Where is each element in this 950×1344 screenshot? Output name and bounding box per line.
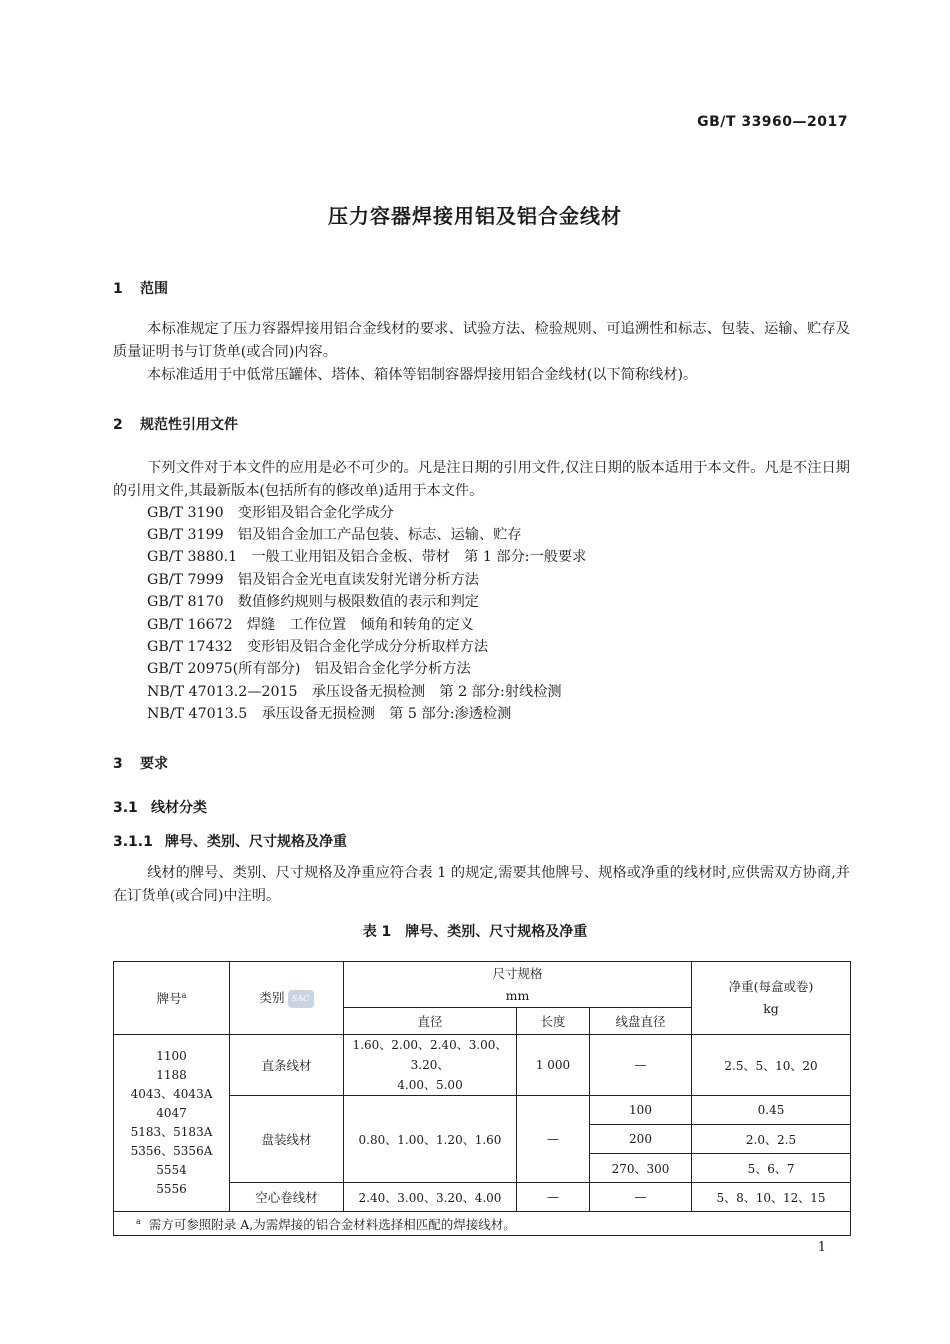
header-size — [344, 962, 692, 1008]
header-length: 长度 — [517, 1008, 590, 1035]
header-category-label: 类别 — [259, 990, 285, 1006]
grade-item: 5356、5356A — [130, 1144, 213, 1158]
diameter-straight — [344, 1035, 517, 1096]
section-1-paragraph-2 — [113, 364, 850, 387]
section-title: 线材分类 — [151, 800, 207, 816]
reference-item: GB/T 17432 变形铝及铝合金化学成分分析取样方法 — [147, 639, 489, 655]
reference-item: GB/T 3190 变形铝及铝合金化学成分 — [147, 505, 394, 521]
footnote-marker: a — [136, 1216, 141, 1226]
paragraph-text: 线材的牌号、类别、尺寸规格及净重应符合表 1 的规定,需要其他牌号、规格或净重的线材时,应供需双方协商,并在订货单(或合同)中注明。 — [113, 865, 850, 904]
section-number: 3 — [113, 756, 123, 772]
reference-item: GB/T 16672 焊缝 工作位置 倾角和转角的定义 — [147, 617, 474, 633]
weight-straight: 2.5、5、10、20 — [692, 1035, 851, 1096]
document-title: 压力容器焊接用铝及铝合金线材 — [328, 204, 622, 228]
header-category — [230, 962, 344, 1035]
paragraph-text: 本标准规定了压力容器焊接用铝合金线材的要求、试验方法、检验规则、可追溯性和标志、包装、运输、贮存及质量证明书与订货单(或合同)内容。 — [113, 321, 850, 360]
grade-item: 1188 — [156, 1068, 187, 1082]
coil-reel: 100 — [590, 1096, 692, 1125]
grade-item: 4047 — [156, 1106, 187, 1120]
table-row — [114, 1035, 851, 1096]
section-2-paragraph-1 — [113, 457, 850, 503]
section-3-heading — [113, 753, 168, 773]
section-title: 要求 — [140, 756, 168, 772]
section-number: 1 — [113, 281, 123, 297]
table-caption: 表 1 牌号、类别、尺寸规格及净重 — [362, 924, 588, 940]
reference-item: GB/T 3880.1 一般工业用铝及铝合金板、带材 第 1 部分:一般要求 — [147, 549, 587, 565]
watermark-stamp: SAC — [288, 990, 314, 1008]
standard-code: GB/T 33960—2017 — [697, 114, 848, 130]
section-number: 2 — [113, 417, 123, 433]
reference-item: NB/T 47013.2—2015 承压设备无损检测 第 2 部分:射线检测 — [147, 684, 562, 700]
weight-reel: 2.0、2.5 — [692, 1125, 851, 1154]
category-hollow: 空心卷线材 — [230, 1183, 344, 1212]
section-title: 牌号、类别、尺寸规格及净重 — [165, 834, 347, 850]
grade-item: 5554 — [156, 1163, 187, 1177]
length-hollow: — — [517, 1183, 590, 1212]
length-straight: 1 000 — [517, 1035, 590, 1096]
header-diameter: 直径 — [344, 1008, 517, 1035]
coil-reel: 200 — [590, 1125, 692, 1154]
grade-item: 5556 — [156, 1182, 187, 1196]
length-reel: — — [517, 1096, 590, 1183]
weight-reel: 0.45 — [692, 1096, 851, 1125]
section-1-paragraph-1 — [113, 318, 850, 364]
category-straight: 直条线材 — [230, 1035, 344, 1096]
diameter-reel: 0.80、1.00、1.20、1.60 — [344, 1096, 517, 1183]
section-number: 3.1 — [113, 800, 138, 816]
category-reel: 盘装线材 — [230, 1096, 344, 1183]
reference-item: GB/T 8170 数值修约规则与极限数值的表示和判定 — [147, 594, 479, 610]
header-weight-label: 净重(每盒或卷) — [728, 979, 814, 994]
grade-item: 1100 — [156, 1049, 187, 1063]
reference-item: GB/T 20975(所有部分) 铝及铝合金化学分析方法 — [147, 661, 471, 677]
section-number: 3.1.1 — [113, 834, 153, 850]
footnote-marker: a — [181, 990, 187, 1000]
section-title: 规范性引用文件 — [140, 417, 238, 433]
reference-item: GB/T 3199 铝及铝合金加工产品包装、标志、运输、贮存 — [147, 527, 522, 543]
table-footnote — [114, 1212, 851, 1236]
section-3-1-heading — [113, 797, 207, 817]
section-title: 范围 — [140, 281, 168, 297]
grade-item: 4043、4043A — [130, 1087, 213, 1101]
table-footnote-row — [114, 1212, 851, 1236]
spec-table — [113, 961, 851, 1236]
header-grade — [114, 962, 230, 1035]
diameter-line: 1.60、2.00、2.40、3.00、3.20、 — [352, 1038, 508, 1072]
coil-straight: — — [590, 1035, 692, 1096]
header-coil-diameter: 线盘直径 — [590, 1008, 692, 1035]
coil-reel: 270、300 — [590, 1154, 692, 1183]
section-3-1-1-heading — [113, 831, 347, 851]
diameter-line: 4.00、5.00 — [397, 1078, 463, 1092]
grade-item: 5183、5183A — [130, 1125, 213, 1139]
section-1-heading — [113, 278, 168, 298]
header-size-unit: mm — [505, 987, 530, 1003]
reference-item: GB/T 7999 铝及铝合金光电直读发射光谱分析方法 — [147, 572, 479, 588]
footnote-text: 需方可参照附录 A,为需焊接的铝合金材料选择相匹配的焊接线材。 — [148, 1216, 516, 1232]
header-weight-unit: kg — [763, 1001, 779, 1016]
section-3-1-1-paragraph — [113, 862, 850, 908]
header-size-label: 尺寸规格 — [492, 965, 543, 981]
weight-hollow: 5、8、10、12、15 — [692, 1183, 851, 1212]
page-number: 1 — [817, 1240, 826, 1255]
section-2-heading — [113, 414, 238, 434]
diameter-hollow: 2.40、3.00、3.20、4.00 — [344, 1183, 517, 1212]
grade-list — [114, 1035, 230, 1212]
header-weight — [692, 962, 851, 1035]
paragraph-text: 下列文件对于本文件的应用是必不可少的。凡是注日期的引用文件,仅注日期的版本适用于本文件。凡是不注日期的引用文件,其最新版本(包括所有的修改单)适用于本文件。 — [113, 460, 850, 499]
header-grade-label: 牌号 — [156, 991, 182, 1006]
reference-item: NB/T 47013.5 承压设备无损检测 第 5 部分:渗透检测 — [147, 706, 512, 722]
coil-hollow: — — [590, 1183, 692, 1212]
weight-reel: 5、6、7 — [692, 1154, 851, 1183]
paragraph-text: 本标准适用于中低常压罐体、塔体、箱体等铝制容器焊接用铝合金线材(以下简称线材)。 — [147, 367, 698, 383]
